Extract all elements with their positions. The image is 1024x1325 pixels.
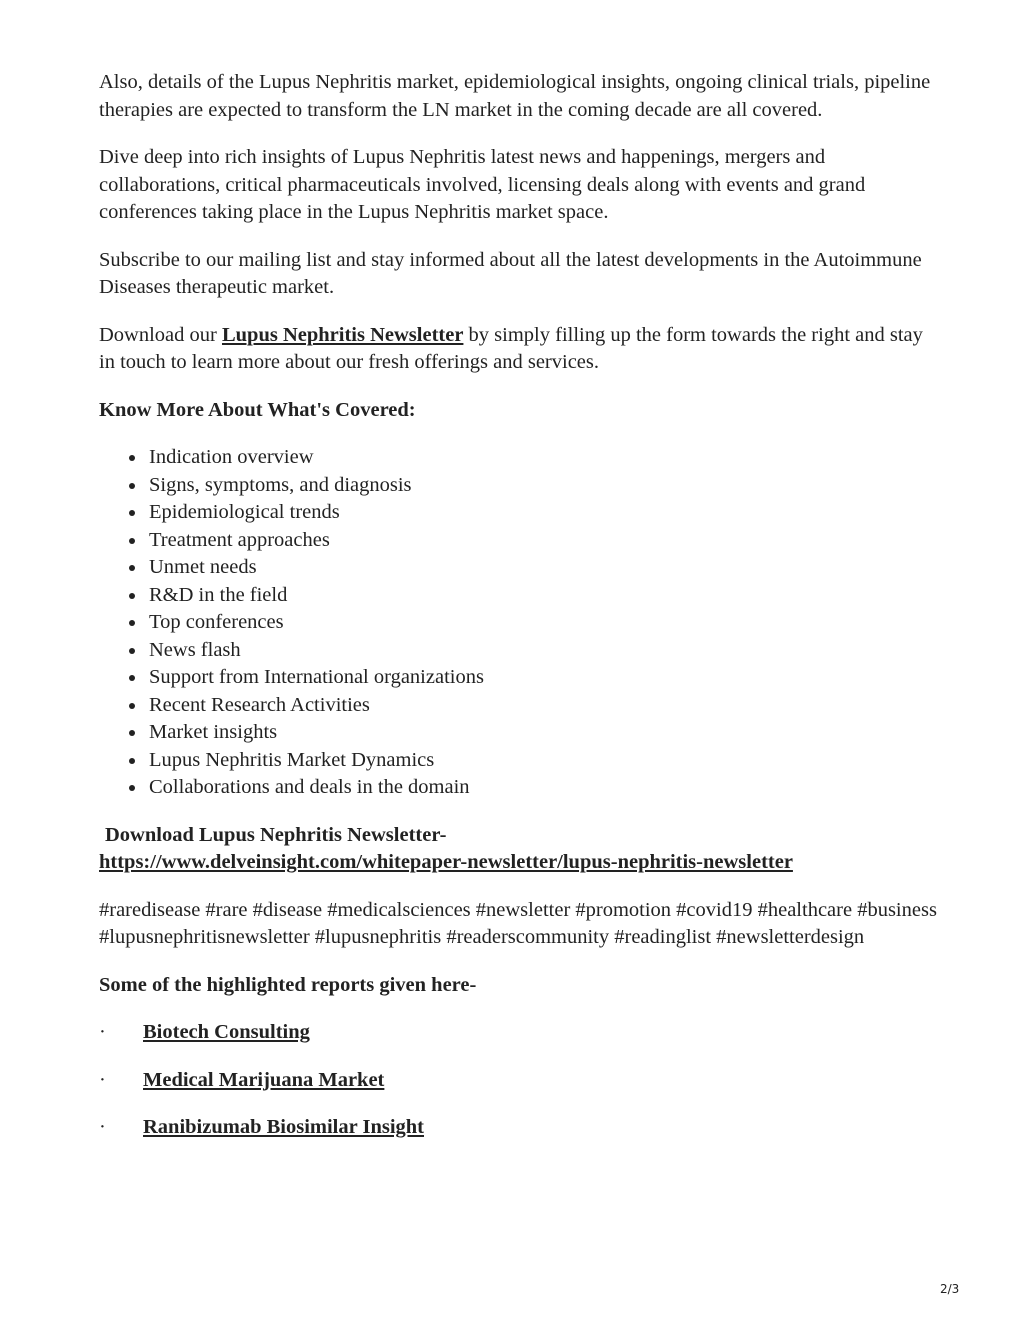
list-item: Epidemiological trends [149,499,939,527]
list-item: News flash [149,637,939,665]
download-newsletter-label: Download Lupus Nephritis Newsletter- [105,823,447,846]
report-item [99,1114,939,1142]
paragraph-subscribe: Subscribe to our mailing list and stay informed about all the latest developments in the Autoimmune Diseases therapeutic market. [99,248,922,298]
list-item: R&D in the field [149,582,939,610]
list-item: Unmet needs [149,554,939,582]
list-item: Recent Research Activities [149,692,939,720]
paragraph-market-details: Also, details of the Lupus Nephritis market, epidemiological insights, ongoing clinical trials, pipeline therapies are expected to transform the LN market in the coming decade are all covered. [99,71,931,121]
download-text-after: by simply filling up the form towards the right and stay in touch to learn more about our fresh offerings and services. [99,323,923,373]
page-number: 2/3 [940,1282,960,1296]
list-item: Signs, symptoms, and diagnosis [149,472,939,500]
report-link-biotech-consulting[interactable]: Biotech Consulting [143,1021,310,1043]
paragraph-download [99,322,939,377]
list-item: Top conferences [149,609,939,637]
bullet-mark: · [99,1068,106,1091]
paragraph-insights: Dive deep into rich insights of Lupus Nephritis latest news and happenings, mergers and collaborations, critical pharmaceuticals involved, licensing deals along with events and grand conferences taking place in the Lupus Nephritis market space. [99,146,866,223]
hashtags: #raredisease #rare #disease #medicalsciences #newsletter #promotion #covid19 #healthcare #business #lupusnephritisnewsletter #lupusnephritis #readerscommunity #readinglist #newsletterdesign [99,898,937,948]
newsletter-url-link[interactable]: https://www.delveinsight.com/whitepaper-newsletter/lupus-nephritis-newsletter [99,851,793,873]
report-item [99,1019,939,1047]
report-link-ranibizumab[interactable]: Ranibizumab Biosimilar Insight [143,1116,424,1138]
reports-heading: Some of the highlighted reports given here- [99,973,477,996]
report-link-medical-marijuana[interactable]: Medical Marijuana Market [143,1068,385,1091]
list-item: Lupus Nephritis Market Dynamics [149,747,939,775]
newsletter-link[interactable]: Lupus Nephritis Newsletter [221,323,464,346]
article-body [99,69,939,1162]
download-newsletter-block [99,822,939,877]
list-item: Treatment approaches [149,527,939,555]
list-item: Collaborations and deals in the domain [149,774,939,802]
report-item [99,1067,939,1095]
covered-list [99,444,939,802]
list-item: Indication overview [149,444,939,472]
list-item: Market insights [149,719,939,747]
covered-heading: Know More About What's Covered: [99,398,416,421]
download-text-before: Download our [99,323,222,346]
bullet-mark: · [99,1116,106,1138]
bullet-mark: · [99,1021,106,1043]
list-item: Support from International organizations [149,664,939,692]
